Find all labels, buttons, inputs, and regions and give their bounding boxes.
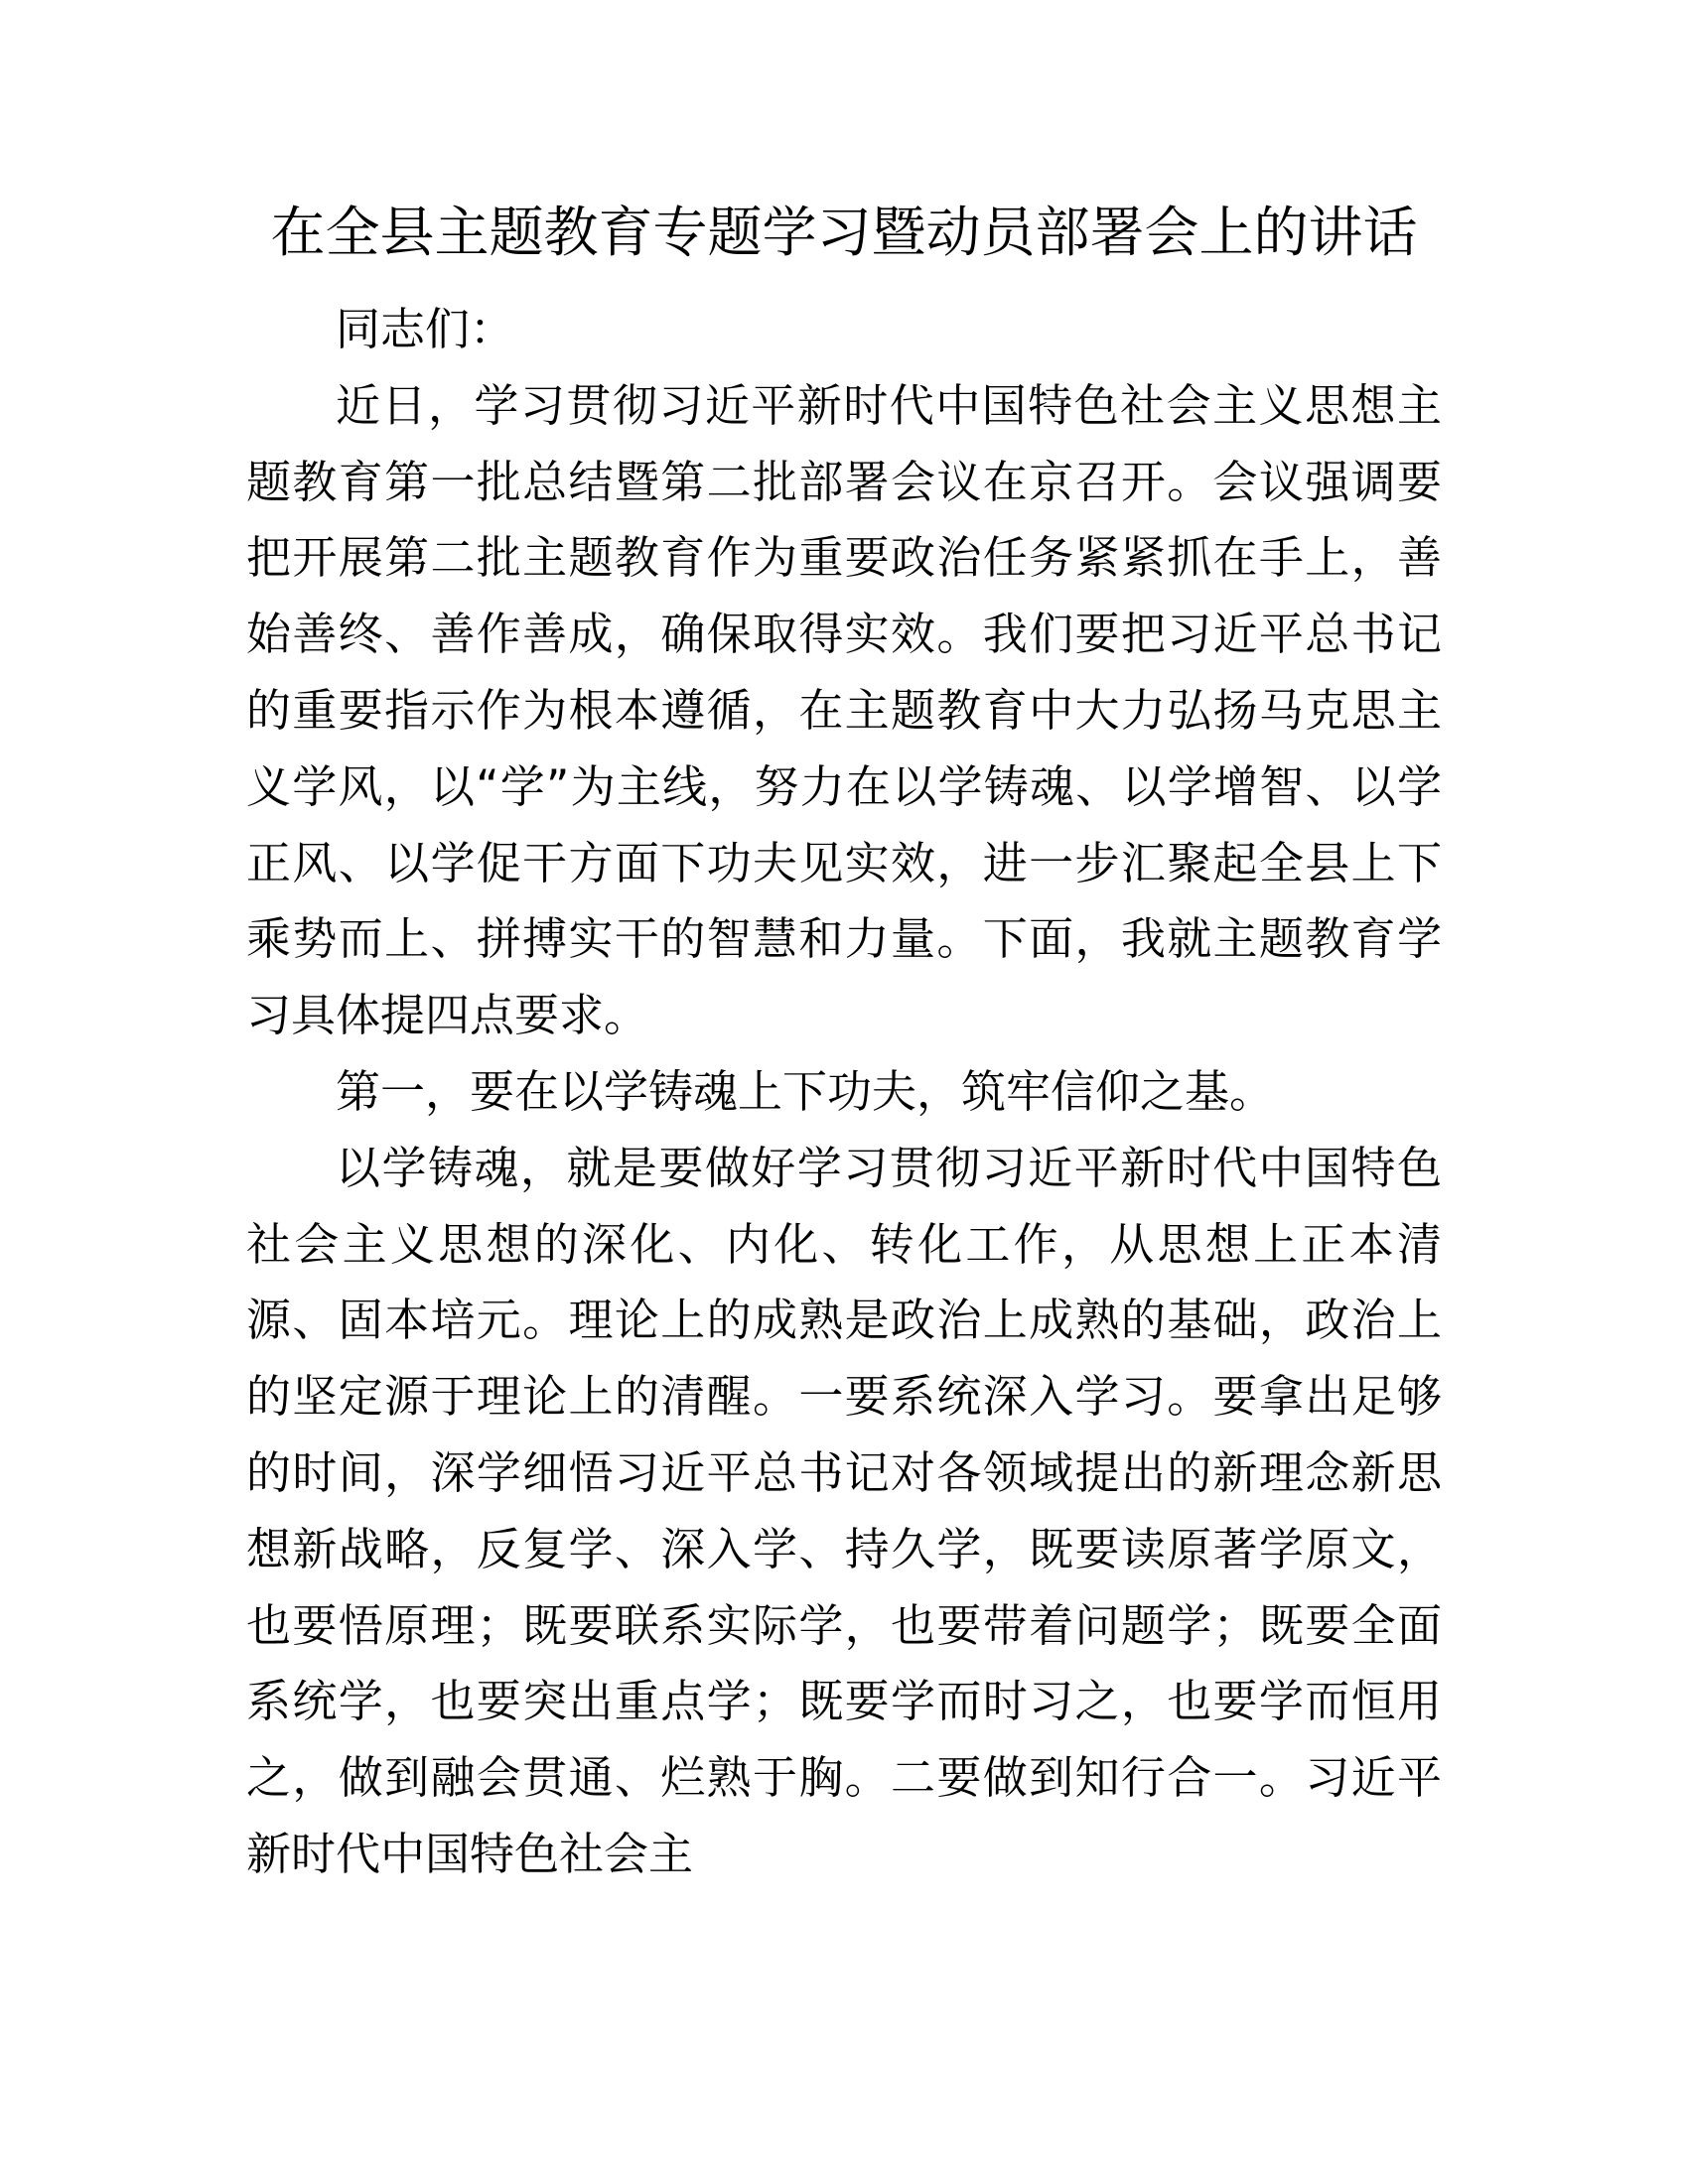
document-body	[246, 292, 1442, 1893]
document-page	[246, 195, 1442, 1893]
salutation-paragraph: 同志们：	[336, 303, 515, 355]
body-paragraph: 以学铸魂，就是要做好学习贯彻习近平新时代中国特色社会主义思想的深化、内化、转化工作，从思想上正本清源、固本培元。理论上的成熟是政治上成熟的基础，政治上的坚定源于理论上的清醒。一要系统深入学习。要拿出足够的时间，深学细悟习近平总书记对各领域提出的新理念新思想新战略，反复学、深入学、持久学，既要读原著学原文，也要悟原理；既要联系实际学，也要带着问题学；既要全面系统学，也要突出重点学；既要学而时习之，也要学而恒用之，做到融会贯通、烂熟于胸。二要做到知行合一。习近平新时代中国特色社会主	[246, 1141, 1442, 1880]
intro-paragraph: 近日，学习贯彻习近平新时代中国特色社会主义思想主题教育第一批总结暨第二批部署会议在京召开。会议强调要把开展第二批主题教育作为重要政治任务紧紧抓在手上，善始善终、善作善成，确保取得实效。我们要把习近平总书记的重要指示作为根本遵循，在主题教育中大力弘扬马克思主义学风，以“学”为主线，努力在以学铸魂、以学增智、以学正风、以学促干方面下功夫见实效，进一步汇聚起全县上下乘势而上、拼搏实干的智慧和力量。下面，我就主题教育学习具体提四点要求。	[246, 378, 1442, 1042]
document-title: 在全县主题教育专题学习暨动员部署会上的讲话	[270, 201, 1418, 264]
section-heading-paragraph: 第一，要在以学铸魂上下功夫，筑牢信仰之基。	[336, 1064, 1275, 1118]
